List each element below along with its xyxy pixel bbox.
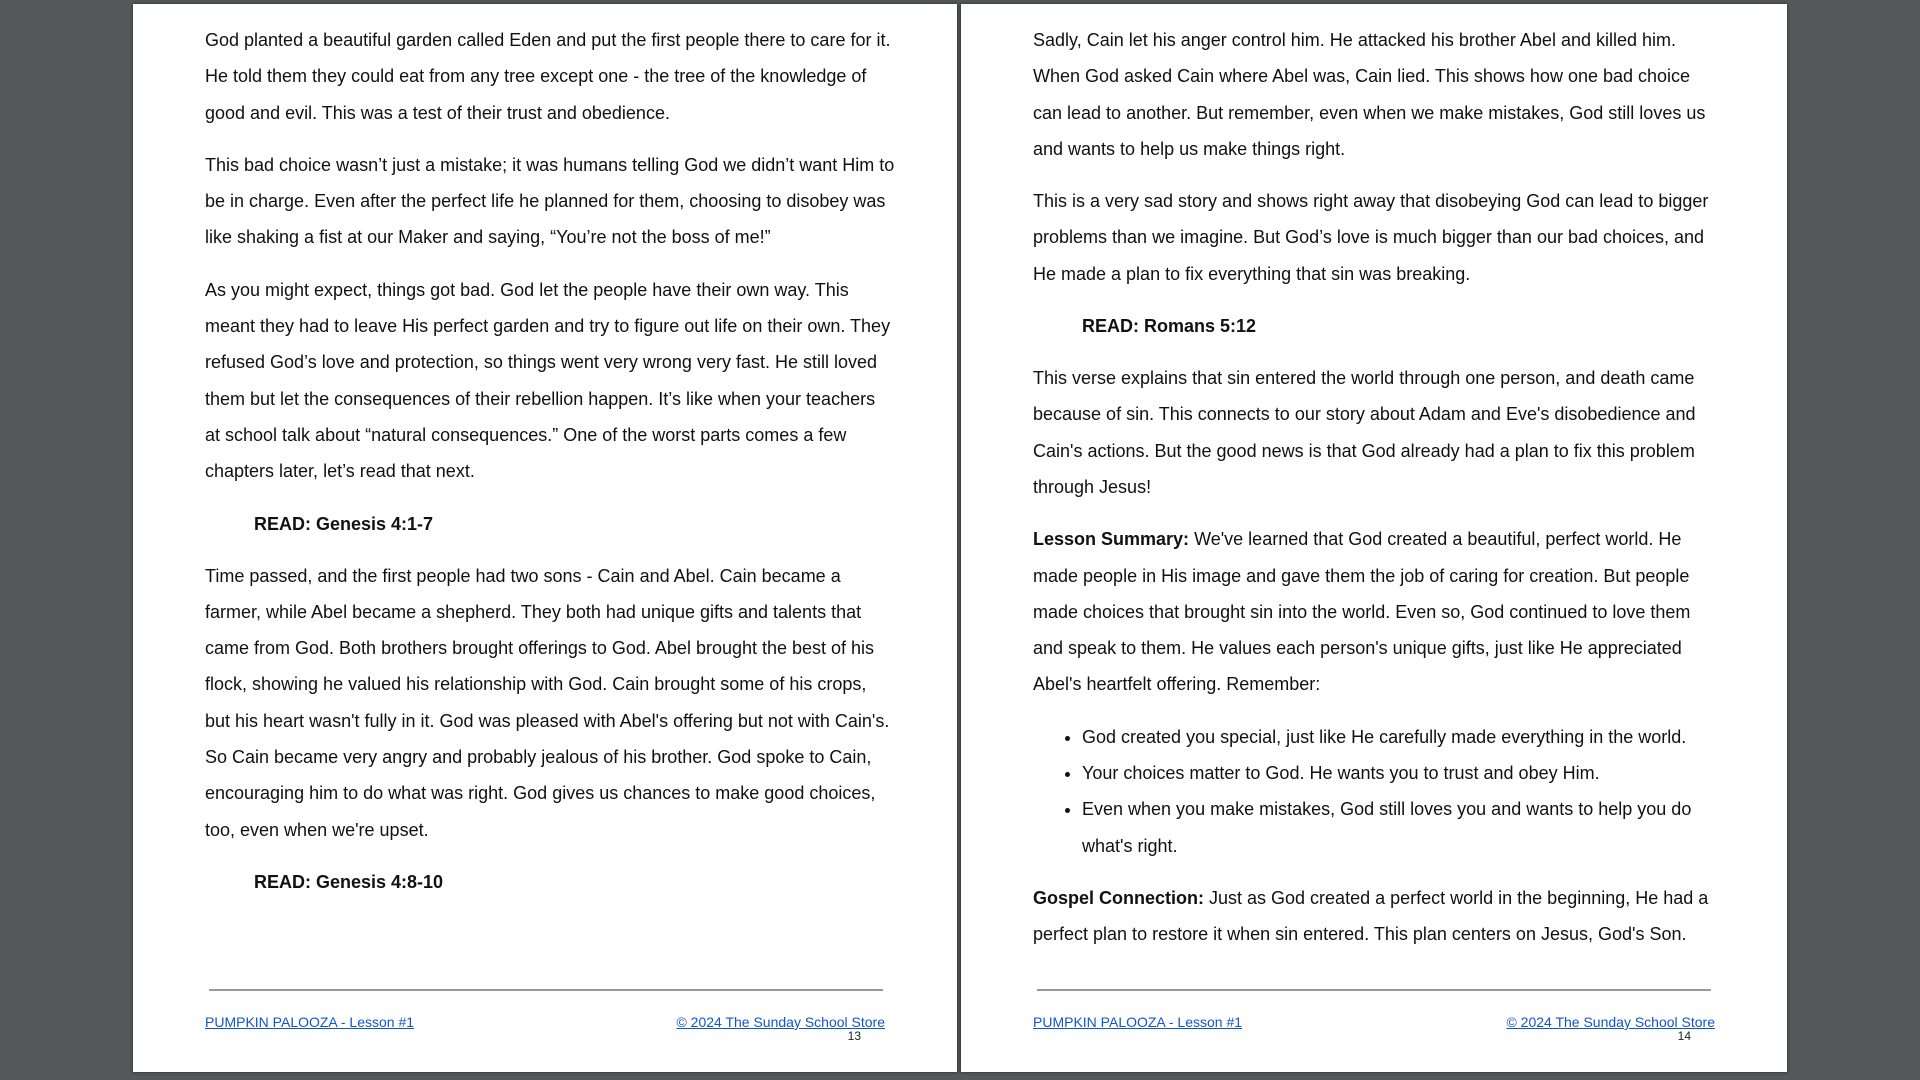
paragraph: This verse explains that sin entered the world through one person, and death came because of sin. This connects to our story about Adam and Eve's disobedience and Cain's actions. But the good news is that God already had a plan to fix this problem through Jesus! bbox=[1033, 368, 1696, 497]
page-content bbox=[1033, 22, 1723, 969]
paragraph: Time passed, and the first people had two sons - Cain and Abel. Cain became a farmer, while Abel became a shepherd. They both had unique gifts and talents that came from God. Both brothers brought offerings to God. Abel brought the best of his flock, showing he valued his relationship with God. Cain brought some of his crops, but his heart wasn't fully in it. God was pleased with Abel's offering but not with Cain's. So Cain became very angry and probably jealous of his brother. God spoke to Cain, encouraging him to do what was right. God gives us chances to make good choices, too, even when we're upset. bbox=[205, 565, 890, 840]
read-reference: READ: Genesis 4:1-7 bbox=[254, 513, 434, 534]
gospel-connection-text: Just as God created a perfect world in the beginning, He had a perfect plan to restore it when sin entered. This plan centers on Jesus, God's Son. bbox=[1033, 887, 1709, 945]
list-item: • God created you special, just like He carefully made everything in the world. bbox=[1082, 719, 1723, 755]
paragraph: As you might expect, things got bad. God let the people have their own way. This meant they had to leave His perfect garden and try to figure out life on their own. They refused God’s love and protection, so things went very wrong very fast. He still loved them but let the consequences of their rebellion happen. It’s like when your teachers at school talk about “natural consequences.” One of the worst parts comes a few chapters later, let’s read that next. bbox=[205, 279, 891, 482]
read-reference: READ: Romans 5:12 bbox=[1082, 316, 1257, 337]
list-item: • Even when you make mistakes, God still loves you and wants to help you do what's right. bbox=[1082, 791, 1723, 864]
lesson-summary bbox=[1033, 521, 1723, 702]
footer-lesson-link[interactable]: PUMPKIN PALOOZA - Lesson #1 bbox=[205, 1014, 415, 1030]
paragraph: This bad choice wasn’t just a mistake; it was humans telling God we didn’t want Him to be in charge. Even after the perfect life he planned for them, choosing to disobey was like shaking a fist at our Maker and saying, “You’re not the boss of me!” bbox=[205, 154, 895, 248]
paragraph: This is a very sad story and shows right away that disobeying God can lead to bigger problems than we imagine. But God’s love is much bigger than our bad choices, and He made a plan to fix everything that sin was breaking. bbox=[1033, 191, 1709, 284]
document-page-left bbox=[133, 4, 957, 1072]
page-number: 13 bbox=[847, 1029, 861, 1043]
paragraph: God planted a beautiful garden called Eden and put the first people there to care for it. He told them they could eat from any tree except one - the tree of the knowledge of good and evil. This was a test of their trust and obedience. bbox=[205, 30, 891, 123]
gospel-connection-label: Gospel Connection: bbox=[1033, 887, 1204, 908]
bullet-list bbox=[1033, 719, 1723, 864]
footer-copyright-link[interactable]: © 2024 The Sunday School Store bbox=[1506, 1014, 1715, 1030]
paragraph: Sadly, Cain let his anger control him. He attacked his brother Abel and killed him. When God asked Cain where Abel was, Cain lied. This shows how one bad choice can lead to another. But remember, even when we make mistakes, God still loves us and wants to help us make things right. bbox=[1033, 30, 1706, 159]
read-reference: READ: Genesis 4:8-10 bbox=[254, 871, 444, 892]
page-content bbox=[205, 22, 895, 916]
footer-divider bbox=[1037, 989, 1711, 991]
footer-copyright-link[interactable]: © 2024 The Sunday School Store bbox=[676, 1014, 885, 1030]
document-page-right bbox=[961, 4, 1787, 1072]
list-item: • Your choices matter to God. He wants you to trust and obey Him. bbox=[1082, 755, 1723, 791]
footer-lesson-link[interactable]: PUMPKIN PALOOZA - Lesson #1 bbox=[1033, 1014, 1243, 1030]
footer-divider bbox=[209, 989, 883, 991]
gospel-connection bbox=[1033, 880, 1723, 953]
page-number: 14 bbox=[1677, 1029, 1691, 1043]
lesson-summary-label: Lesson Summary: bbox=[1033, 529, 1190, 550]
lesson-summary-text: We've learned that God created a beautiful, perfect world. He made people in His image and gave them the job of caring for creation. But people made choices that brought sin into the world. Even so, God continued to love them and speak to them. He values each person's unique gifts, just like He appreciated Abel's heartfelt offering. Remember: bbox=[1033, 529, 1691, 695]
